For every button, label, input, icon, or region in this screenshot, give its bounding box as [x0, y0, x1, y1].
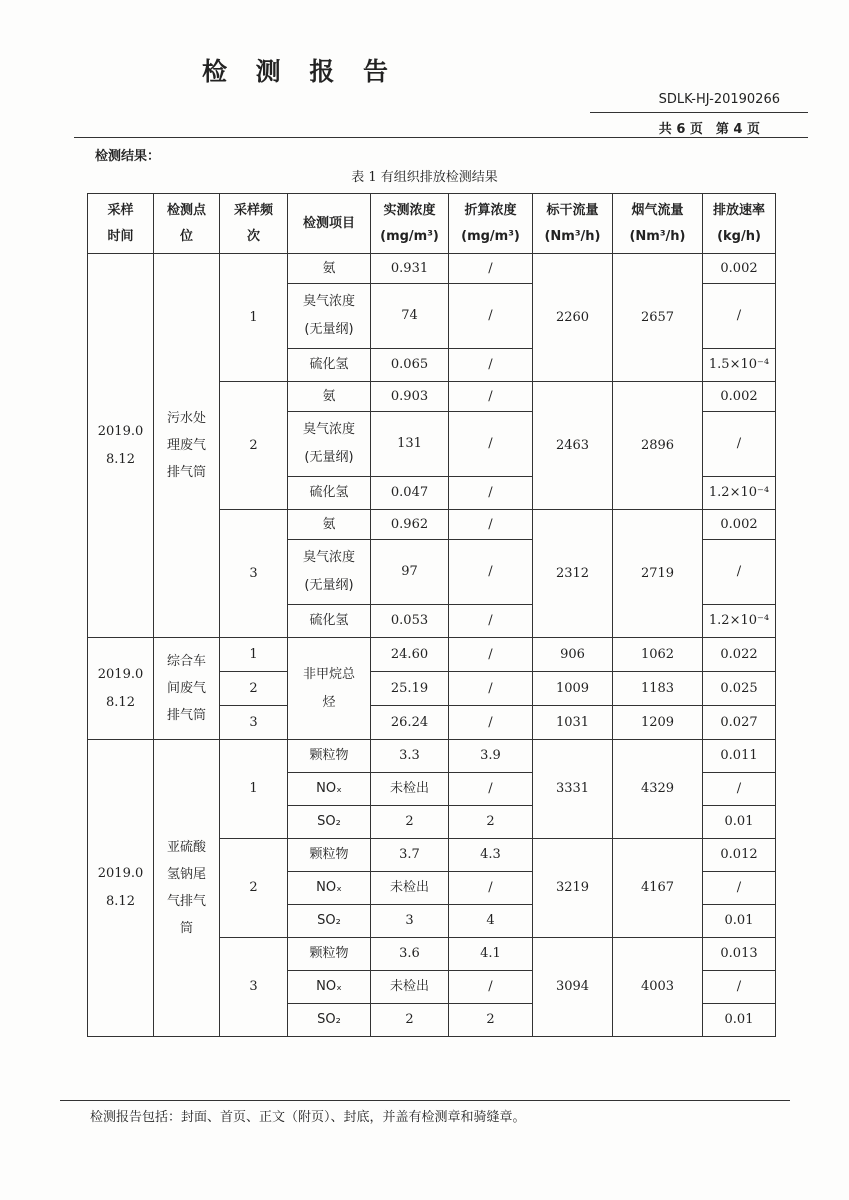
col-std-flow: 标干流量 (Nm³/h)	[533, 194, 613, 254]
std-flow: 3219	[533, 839, 613, 938]
converted-value: /	[449, 605, 533, 638]
measured-value: 3.6	[371, 938, 449, 971]
measured-value: 3	[371, 905, 449, 938]
converted-value: /	[449, 638, 533, 672]
flue-flow: 2657	[613, 254, 703, 382]
converted-value: /	[449, 872, 533, 905]
test-item: SO₂	[288, 905, 371, 938]
sample-date: 2019.0 8.12	[88, 740, 154, 1037]
emission-rate: /	[703, 971, 776, 1004]
measured-value: 74	[371, 284, 449, 349]
sampling-location: 综合车 间废气 排气筒	[154, 638, 220, 740]
converted-value: /	[449, 540, 533, 605]
section-label: 检测结果：	[95, 149, 161, 164]
col-sample-time: 采样 时间	[88, 194, 154, 254]
flue-flow: 4329	[613, 740, 703, 839]
emission-rate: 0.013	[703, 938, 776, 971]
emission-rate: 1.5×10⁻⁴	[703, 349, 776, 382]
measured-value: 未检出	[371, 872, 449, 905]
test-item: SO₂	[288, 806, 371, 839]
emission-rate: 1.2×10⁻⁴	[703, 477, 776, 510]
measured-value: 0.047	[371, 477, 449, 510]
converted-value: /	[449, 349, 533, 382]
test-item: 硫化氢	[288, 477, 371, 510]
sampling-frequency: 3	[220, 510, 288, 638]
emission-rate: 0.012	[703, 839, 776, 872]
converted-value: /	[449, 672, 533, 706]
std-flow: 3331	[533, 740, 613, 839]
table-row	[88, 638, 776, 672]
test-item: 硫化氢	[288, 349, 371, 382]
measured-value: 2	[371, 806, 449, 839]
test-item: 硫化氢	[288, 605, 371, 638]
converted-value: /	[449, 284, 533, 349]
flue-flow: 1183	[613, 672, 703, 706]
std-flow: 906	[533, 638, 613, 672]
emission-rate: 0.025	[703, 672, 776, 706]
converted-value: /	[449, 971, 533, 1004]
test-item: NOₓ	[288, 971, 371, 1004]
flue-flow: 4003	[613, 938, 703, 1037]
measured-value: 0.903	[371, 382, 449, 412]
test-item: 氨	[288, 254, 371, 284]
converted-value: 2	[449, 806, 533, 839]
std-flow: 3094	[533, 938, 613, 1037]
sampling-frequency: 1	[220, 638, 288, 672]
emission-rate: 0.002	[703, 510, 776, 540]
sampling-frequency: 2	[220, 839, 288, 938]
measured-value: 未检出	[371, 971, 449, 1004]
table-body	[88, 254, 776, 1037]
test-item: SO₂	[288, 1004, 371, 1037]
emission-rate: 0.011	[703, 740, 776, 773]
sampling-frequency: 3	[220, 706, 288, 740]
col-location: 检测点 位	[154, 194, 220, 254]
measured-value: 0.065	[371, 349, 449, 382]
converted-value: 4.3	[449, 839, 533, 872]
converted-value: 4	[449, 905, 533, 938]
std-flow: 2312	[533, 510, 613, 638]
sampling-location: 污水处 理废气 排气筒	[154, 254, 220, 638]
converted-value: /	[449, 477, 533, 510]
flue-flow: 1062	[613, 638, 703, 672]
report-title: 检 测 报 告	[201, 57, 399, 86]
measured-value: 25.19	[371, 672, 449, 706]
table-row	[88, 740, 776, 773]
test-item: 臭气浓度 (无量纲)	[288, 412, 371, 477]
measured-value: 24.60	[371, 638, 449, 672]
header-rule	[74, 137, 808, 138]
flue-flow: 4167	[613, 839, 703, 938]
footer-rule	[60, 1100, 790, 1101]
flue-flow: 2896	[613, 382, 703, 510]
sample-date: 2019.0 8.12	[88, 638, 154, 740]
page-info: 共 6 页 第 4 页	[658, 122, 760, 137]
sampling-frequency: 1	[220, 254, 288, 382]
sample-date: 2019.0 8.12	[88, 254, 154, 638]
std-flow: 2463	[533, 382, 613, 510]
converted-value: /	[449, 254, 533, 284]
measured-value: 26.24	[371, 706, 449, 740]
converted-value: /	[449, 773, 533, 806]
sampling-frequency: 1	[220, 740, 288, 839]
converted-value: /	[449, 706, 533, 740]
converted-value: 4.1	[449, 938, 533, 971]
emission-rate: 0.002	[703, 254, 776, 284]
measured-value: 0.931	[371, 254, 449, 284]
test-item: 颗粒物	[288, 740, 371, 773]
emission-rate: /	[703, 284, 776, 349]
std-flow: 1031	[533, 706, 613, 740]
test-item: NOₓ	[288, 872, 371, 905]
test-item: 臭气浓度 (无量纲)	[288, 284, 371, 349]
emission-rate: 0.002	[703, 382, 776, 412]
test-item: 非甲烷总 烃	[288, 638, 371, 740]
col-rate: 排放速率 (kg/h)	[703, 194, 776, 254]
measured-value: 0.053	[371, 605, 449, 638]
header-divider	[590, 112, 808, 113]
measured-value: 3.3	[371, 740, 449, 773]
emission-rate: 0.01	[703, 905, 776, 938]
emission-rate: 0.022	[703, 638, 776, 672]
converted-value: /	[449, 412, 533, 477]
sampling-frequency: 2	[220, 382, 288, 510]
table-caption: 表 1 有组织排放检测结果	[351, 170, 498, 185]
flue-flow: 1209	[613, 706, 703, 740]
emission-rate: 0.027	[703, 706, 776, 740]
measured-value: 2	[371, 1004, 449, 1037]
converted-value: 2	[449, 1004, 533, 1037]
std-flow: 2260	[533, 254, 613, 382]
measured-value: 131	[371, 412, 449, 477]
emission-rate: 0.01	[703, 806, 776, 839]
sampling-location: 亚硫酸 氢钠尾 气排气 筒	[154, 740, 220, 1037]
converted-value: /	[449, 510, 533, 540]
measured-value: 0.962	[371, 510, 449, 540]
test-item: 颗粒物	[288, 839, 371, 872]
measured-value: 97	[371, 540, 449, 605]
measured-value: 3.7	[371, 839, 449, 872]
footer-note: 检测报告包括：封面、首页、正文（附页）、封底，并盖有检测章和骑缝章。	[90, 1110, 526, 1125]
sampling-frequency: 2	[220, 672, 288, 706]
emission-rate: /	[703, 872, 776, 905]
flue-flow: 2719	[613, 510, 703, 638]
test-item: NOₓ	[288, 773, 371, 806]
test-item: 氨	[288, 510, 371, 540]
test-item: 氨	[288, 382, 371, 412]
results-table	[87, 193, 776, 1037]
header-row	[88, 194, 776, 254]
converted-value: /	[449, 382, 533, 412]
col-item: 检测项目	[288, 194, 371, 254]
col-converted: 折算浓度 (mg/m³)	[449, 194, 533, 254]
col-flue-flow: 烟气流量 (Nm³/h)	[613, 194, 703, 254]
converted-value: 3.9	[449, 740, 533, 773]
test-item: 臭气浓度 (无量纲)	[288, 540, 371, 605]
measured-value: 未检出	[371, 773, 449, 806]
emission-rate: 1.2×10⁻⁴	[703, 605, 776, 638]
sampling-frequency: 3	[220, 938, 288, 1037]
emission-rate: 0.01	[703, 1004, 776, 1037]
emission-rate: /	[703, 773, 776, 806]
report-number: SDLK-HJ-20190266	[658, 92, 780, 107]
col-frequency: 采样频 次	[220, 194, 288, 254]
test-item: 颗粒物	[288, 938, 371, 971]
emission-rate: /	[703, 412, 776, 477]
emission-rate: /	[703, 540, 776, 605]
table-row	[88, 254, 776, 284]
col-measured: 实测浓度 (mg/m³)	[371, 194, 449, 254]
std-flow: 1009	[533, 672, 613, 706]
